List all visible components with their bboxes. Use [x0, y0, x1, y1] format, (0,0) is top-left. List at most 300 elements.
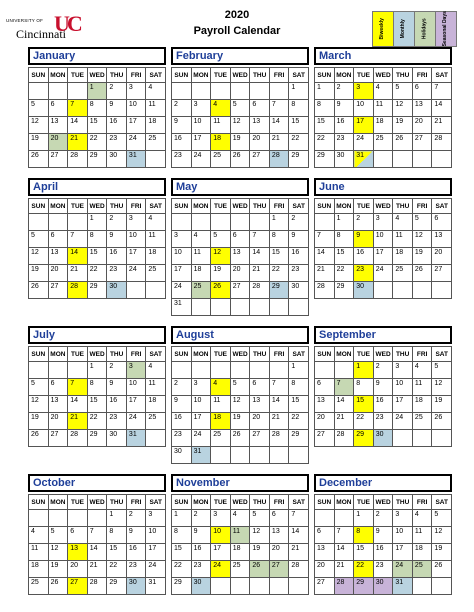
day-cell: 19	[29, 265, 49, 282]
day-cell: 29	[289, 151, 309, 168]
day-cell: 24	[354, 134, 374, 151]
weekday-header: SAT	[289, 68, 309, 83]
day-cell: 18	[191, 265, 211, 282]
day-cell: 31	[354, 151, 374, 168]
day-cell: 21	[315, 265, 335, 282]
day-cell: 11	[412, 527, 432, 544]
empty-cell	[230, 83, 250, 100]
day-cell: 23	[373, 561, 393, 578]
day-cell: 10	[146, 527, 166, 544]
day-cell: 31	[393, 578, 413, 595]
day-cell: 27	[412, 134, 432, 151]
empty-cell	[250, 362, 270, 379]
day-cell: 12	[48, 544, 68, 561]
empty-cell	[393, 430, 413, 447]
day-cell: 19	[393, 117, 413, 134]
day-cell: 15	[354, 396, 374, 413]
weekday-header: SUN	[29, 199, 49, 214]
day-cell: 20	[250, 413, 270, 430]
day-cell: 27	[432, 265, 452, 282]
day-cell: 24	[126, 134, 146, 151]
weekday-header: THU	[107, 347, 127, 362]
day-cell: 21	[68, 265, 88, 282]
month-grid	[314, 346, 452, 447]
logo-small-text: UNIVERSITY OF	[6, 18, 44, 23]
day-cell: 18	[146, 117, 166, 134]
day-cell: 27	[230, 282, 250, 299]
day-cell: 19	[432, 396, 452, 413]
day-cell: 30	[172, 447, 192, 464]
empty-cell	[230, 447, 250, 464]
day-cell: 5	[432, 510, 452, 527]
empty-cell	[211, 214, 231, 231]
month-grid	[171, 494, 309, 595]
day-cell: 11	[373, 100, 393, 117]
weekday-header: SUN	[29, 495, 49, 510]
weekday-header: SAT	[146, 199, 166, 214]
logo-big-text: Cincinnati	[16, 27, 66, 41]
day-cell: 25	[211, 151, 231, 168]
empty-cell	[432, 282, 452, 299]
empty-cell	[230, 299, 250, 316]
day-cell: 16	[126, 544, 146, 561]
day-cell: 25	[211, 430, 231, 447]
month-grid	[171, 198, 309, 316]
day-cell: 12	[211, 248, 231, 265]
legend-item-holidays	[415, 12, 436, 46]
day-cell: 13	[432, 231, 452, 248]
day-cell: 7	[334, 527, 354, 544]
weekday-header: SAT	[146, 495, 166, 510]
empty-cell	[48, 362, 68, 379]
month-name: December	[314, 474, 452, 492]
day-cell: 25	[191, 282, 211, 299]
day-cell: 23	[172, 151, 192, 168]
empty-cell	[315, 214, 335, 231]
day-cell: 13	[412, 100, 432, 117]
day-cell: 10	[354, 100, 374, 117]
weekday-header: SUN	[315, 347, 335, 362]
day-cell: 27	[48, 430, 68, 447]
day-cell: 29	[269, 282, 289, 299]
empty-cell	[48, 214, 68, 231]
day-cell: 12	[393, 100, 413, 117]
month-january	[28, 47, 166, 185]
day-cell: 2	[373, 362, 393, 379]
day-cell: 17	[126, 248, 146, 265]
empty-cell	[29, 362, 49, 379]
day-cell: 2	[334, 83, 354, 100]
day-cell: 3	[172, 231, 192, 248]
weekday-header: SUN	[315, 199, 335, 214]
day-cell: 11	[146, 100, 166, 117]
weekday-header: SUN	[172, 199, 192, 214]
day-cell: 5	[230, 379, 250, 396]
month-name: June	[314, 178, 452, 196]
day-cell: 28	[432, 134, 452, 151]
weekday-header: FRI	[126, 495, 146, 510]
weekday-header: MON	[191, 199, 211, 214]
empty-cell	[269, 83, 289, 100]
day-cell: 17	[172, 265, 192, 282]
weekday-header: TUE	[354, 495, 374, 510]
weekday-header: SUN	[172, 495, 192, 510]
month-september	[314, 326, 452, 464]
day-cell: 4	[211, 100, 231, 117]
empty-cell	[269, 447, 289, 464]
day-cell: 31	[146, 578, 166, 595]
day-cell: 30	[373, 430, 393, 447]
day-cell: 6	[412, 83, 432, 100]
day-cell: 28	[334, 578, 354, 595]
day-cell: 17	[191, 134, 211, 151]
day-cell: 7	[269, 379, 289, 396]
day-cell: 13	[315, 396, 335, 413]
empty-cell	[250, 214, 270, 231]
weekday-header: THU	[107, 68, 127, 83]
empty-cell	[432, 151, 452, 168]
day-cell: 9	[373, 527, 393, 544]
day-cell: 18	[146, 396, 166, 413]
day-cell: 23	[373, 413, 393, 430]
weekday-header: THU	[393, 495, 413, 510]
month-november	[171, 474, 309, 612]
day-cell: 10	[126, 231, 146, 248]
day-cell: 22	[87, 265, 107, 282]
month-grid	[28, 346, 166, 447]
month-grid	[314, 494, 452, 595]
empty-cell	[48, 510, 68, 527]
day-cell: 26	[48, 578, 68, 595]
day-cell: 28	[87, 578, 107, 595]
day-cell: 12	[412, 231, 432, 248]
day-cell: 25	[146, 265, 166, 282]
day-cell: 4	[146, 83, 166, 100]
day-cell: 20	[48, 265, 68, 282]
day-cell: 12	[230, 396, 250, 413]
day-cell: 31	[126, 430, 146, 447]
day-cell: 17	[393, 544, 413, 561]
day-cell: 22	[172, 561, 192, 578]
day-cell: 12	[230, 117, 250, 134]
day-cell: 30	[334, 151, 354, 168]
day-cell: 9	[191, 527, 211, 544]
month-grid	[314, 67, 452, 168]
day-cell: 1	[107, 510, 127, 527]
day-cell: 21	[68, 413, 88, 430]
day-cell: 28	[68, 151, 88, 168]
day-cell: 22	[87, 134, 107, 151]
day-cell: 16	[107, 396, 127, 413]
day-cell: 10	[191, 396, 211, 413]
day-cell: 1	[354, 362, 374, 379]
empty-cell	[250, 578, 270, 595]
month-name: May	[171, 178, 309, 196]
weekday-header: FRI	[126, 347, 146, 362]
month-grid	[28, 494, 166, 595]
day-cell: 26	[412, 265, 432, 282]
empty-cell	[29, 510, 49, 527]
day-cell: 16	[191, 544, 211, 561]
day-cell: 28	[269, 151, 289, 168]
day-cell: 10	[211, 527, 231, 544]
month-grid	[314, 198, 452, 299]
weekday-header: TUE	[68, 68, 88, 83]
weekday-header: WED	[373, 347, 393, 362]
day-cell: 4	[29, 527, 49, 544]
month-name: September	[314, 326, 452, 344]
day-cell: 7	[289, 510, 309, 527]
day-cell: 26	[230, 151, 250, 168]
day-cell: 21	[269, 413, 289, 430]
day-cell: 18	[412, 396, 432, 413]
day-cell: 21	[334, 413, 354, 430]
day-cell: 14	[334, 544, 354, 561]
day-cell: 4	[191, 231, 211, 248]
weekday-header: THU	[250, 495, 270, 510]
day-cell: 13	[48, 248, 68, 265]
day-cell: 31	[172, 299, 192, 316]
day-cell: 20	[48, 134, 68, 151]
day-cell: 20	[432, 248, 452, 265]
day-cell: 26	[230, 430, 250, 447]
day-cell: 23	[172, 430, 192, 447]
day-cell: 22	[289, 134, 309, 151]
day-cell: 9	[172, 396, 192, 413]
empty-cell	[211, 299, 231, 316]
weekday-header: WED	[373, 495, 393, 510]
day-cell: 25	[412, 413, 432, 430]
day-cell: 10	[191, 117, 211, 134]
legend-label: Seasonal Days	[442, 11, 449, 47]
day-cell: 1	[269, 214, 289, 231]
weekday-header: WED	[230, 68, 250, 83]
day-cell: 25	[393, 265, 413, 282]
month-june	[314, 178, 452, 316]
empty-cell	[230, 578, 250, 595]
month-name: March	[314, 47, 452, 65]
empty-cell	[334, 510, 354, 527]
empty-cell	[250, 447, 270, 464]
weekday-header: MON	[334, 68, 354, 83]
day-cell: 5	[230, 100, 250, 117]
weekday-header: FRI	[412, 199, 432, 214]
day-cell: 24	[126, 413, 146, 430]
empty-cell	[250, 83, 270, 100]
weekday-header: SAT	[432, 347, 452, 362]
day-cell: 28	[315, 282, 335, 299]
day-cell: 4	[146, 362, 166, 379]
day-cell: 26	[29, 282, 49, 299]
day-cell: 29	[354, 578, 374, 595]
weekday-header: THU	[393, 199, 413, 214]
day-cell: 3	[354, 83, 374, 100]
empty-cell	[126, 282, 146, 299]
day-cell: 31	[191, 447, 211, 464]
day-cell: 10	[373, 231, 393, 248]
day-cell: 13	[269, 527, 289, 544]
day-cell: 5	[393, 83, 413, 100]
weekday-header: SUN	[315, 495, 335, 510]
day-cell: 8	[315, 100, 335, 117]
empty-cell	[412, 282, 432, 299]
day-cell: 21	[68, 134, 88, 151]
day-cell: 2	[107, 214, 127, 231]
day-cell: 14	[68, 248, 88, 265]
day-cell: 3	[146, 510, 166, 527]
weekday-header: MON	[48, 199, 68, 214]
month-february	[171, 47, 309, 185]
day-cell: 27	[68, 578, 88, 595]
day-cell: 18	[393, 248, 413, 265]
day-cell: 4	[412, 510, 432, 527]
empty-cell	[412, 151, 432, 168]
day-cell: 15	[354, 544, 374, 561]
day-cell: 24	[393, 561, 413, 578]
day-cell: 27	[269, 561, 289, 578]
weekday-header: SUN	[172, 347, 192, 362]
empty-cell	[315, 362, 335, 379]
empty-cell	[146, 151, 166, 168]
day-cell: 16	[172, 134, 192, 151]
weekday-header: SUN	[315, 68, 335, 83]
day-cell: 22	[315, 134, 335, 151]
empty-cell	[146, 430, 166, 447]
empty-cell	[172, 83, 192, 100]
month-grid	[28, 198, 166, 299]
day-cell: 1	[289, 362, 309, 379]
day-cell: 5	[29, 379, 49, 396]
day-cell: 27	[250, 151, 270, 168]
day-cell: 21	[289, 544, 309, 561]
empty-cell	[211, 578, 231, 595]
day-cell: 26	[432, 561, 452, 578]
day-cell: 5	[29, 231, 49, 248]
empty-cell	[289, 447, 309, 464]
day-cell: 13	[48, 396, 68, 413]
weekday-header: MON	[334, 495, 354, 510]
month-july	[28, 326, 166, 464]
empty-cell	[269, 578, 289, 595]
legend-label: Holidays	[421, 18, 428, 40]
day-cell: 30	[126, 578, 146, 595]
day-cell: 5	[432, 362, 452, 379]
day-cell: 27	[48, 282, 68, 299]
day-cell: 12	[432, 527, 452, 544]
day-cell: 8	[334, 231, 354, 248]
weekday-header: WED	[230, 495, 250, 510]
day-cell: 23	[107, 413, 127, 430]
empty-cell	[373, 282, 393, 299]
weekday-header: SAT	[289, 495, 309, 510]
day-cell: 13	[315, 544, 335, 561]
day-cell: 19	[211, 265, 231, 282]
day-cell: 25	[29, 578, 49, 595]
empty-cell	[48, 83, 68, 100]
weekday-header: MON	[48, 495, 68, 510]
day-cell: 6	[315, 379, 335, 396]
day-cell: 20	[412, 117, 432, 134]
day-cell: 7	[68, 100, 88, 117]
day-cell: 30	[289, 282, 309, 299]
day-cell: 25	[412, 561, 432, 578]
day-cell: 26	[29, 430, 49, 447]
weekday-header: TUE	[211, 199, 231, 214]
empty-cell	[412, 578, 432, 595]
weekday-header: MON	[191, 347, 211, 362]
day-cell: 3	[373, 214, 393, 231]
day-cell: 20	[315, 561, 335, 578]
day-cell: 24	[191, 151, 211, 168]
weekday-header: TUE	[68, 199, 88, 214]
day-cell: 17	[126, 396, 146, 413]
empty-cell	[211, 447, 231, 464]
day-cell: 10	[126, 379, 146, 396]
day-cell: 17	[211, 544, 231, 561]
empty-cell	[29, 214, 49, 231]
weekday-header: FRI	[126, 68, 146, 83]
weekday-header: MON	[48, 347, 68, 362]
day-cell: 19	[432, 544, 452, 561]
day-cell: 27	[48, 151, 68, 168]
day-cell: 5	[412, 214, 432, 231]
day-cell: 6	[250, 100, 270, 117]
day-cell: 25	[146, 134, 166, 151]
day-cell: 1	[354, 510, 374, 527]
day-cell: 19	[250, 544, 270, 561]
weekday-header: SAT	[432, 68, 452, 83]
empty-cell	[191, 299, 211, 316]
day-cell: 6	[269, 510, 289, 527]
day-cell: 10	[393, 379, 413, 396]
day-cell: 22	[107, 561, 127, 578]
day-cell: 9	[373, 379, 393, 396]
day-cell: 19	[48, 561, 68, 578]
day-cell: 15	[289, 117, 309, 134]
day-cell: 1	[87, 214, 107, 231]
month-name: November	[171, 474, 309, 492]
month-name: July	[28, 326, 166, 344]
weekday-header: SAT	[146, 347, 166, 362]
weekday-header: SUN	[172, 68, 192, 83]
weekday-header: SAT	[289, 347, 309, 362]
day-cell: 22	[87, 413, 107, 430]
day-cell: 22	[354, 413, 374, 430]
day-cell: 24	[126, 265, 146, 282]
weekday-header: WED	[87, 199, 107, 214]
day-cell: 7	[334, 379, 354, 396]
day-cell: 22	[269, 265, 289, 282]
day-cell: 9	[172, 117, 192, 134]
day-cell: 11	[230, 527, 250, 544]
day-cell: 2	[172, 100, 192, 117]
day-cell: 29	[289, 430, 309, 447]
day-cell: 22	[289, 413, 309, 430]
day-cell: 18	[146, 248, 166, 265]
day-cell: 14	[269, 396, 289, 413]
day-cell: 16	[334, 117, 354, 134]
day-cell: 15	[87, 396, 107, 413]
day-cell: 2	[126, 510, 146, 527]
uc-logo-mark: UC	[54, 11, 80, 36]
day-cell: 12	[29, 117, 49, 134]
legend-item-biweekly	[373, 12, 394, 46]
day-cell: 23	[334, 134, 354, 151]
day-cell: 11	[211, 396, 231, 413]
empty-cell	[172, 214, 192, 231]
day-cell: 4	[412, 362, 432, 379]
empty-cell	[250, 299, 270, 316]
